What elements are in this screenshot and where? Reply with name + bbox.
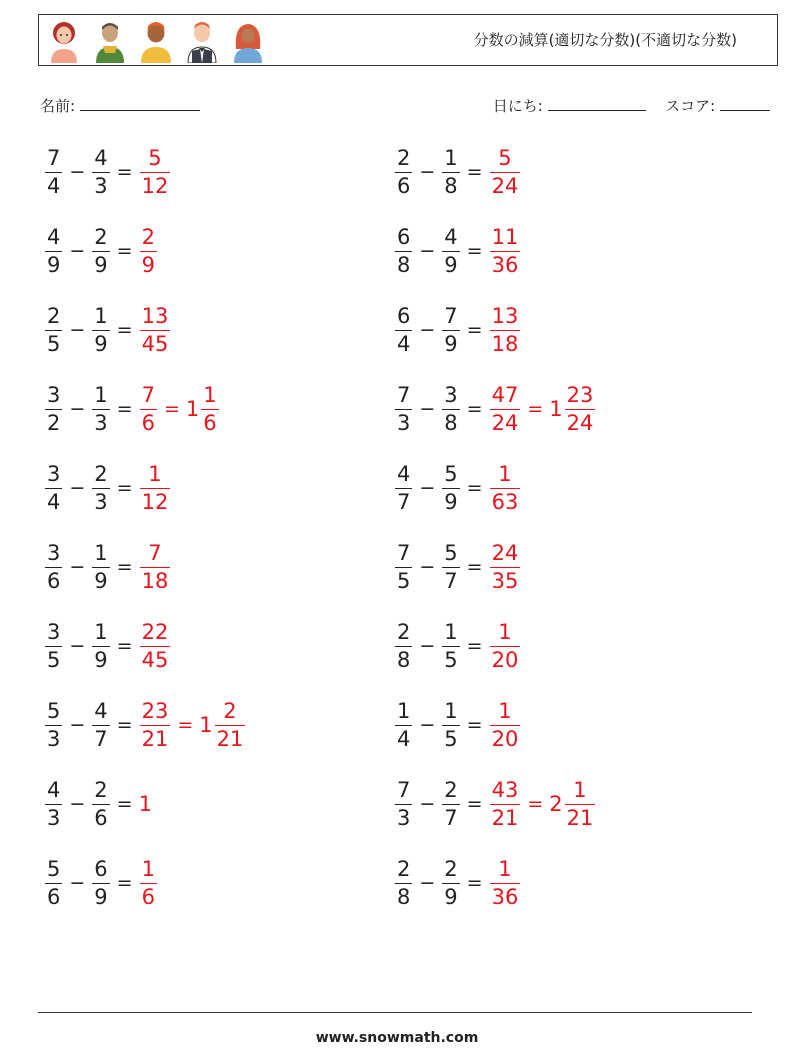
- subtrahend-fraction: [442, 856, 459, 909]
- minus-sign: −: [419, 793, 436, 815]
- minus-sign: −: [69, 556, 86, 578]
- minus-sign: −: [419, 872, 436, 894]
- answer-fraction: [490, 303, 521, 356]
- equals-sign: =: [116, 793, 133, 815]
- numerator: 1: [498, 619, 512, 644]
- numerator: 2: [94, 777, 108, 802]
- equals-sign: =: [466, 398, 483, 420]
- equals-sign: =: [466, 793, 483, 815]
- numerator: 5: [498, 145, 512, 170]
- mixed-fraction: [565, 777, 596, 830]
- numerator: 2: [444, 777, 458, 802]
- numerator: 2: [223, 698, 237, 723]
- numerator: 7: [148, 540, 162, 565]
- numerator: 1: [203, 382, 217, 407]
- denominator: 9: [94, 331, 108, 356]
- subtrahend-fraction: [92, 619, 109, 672]
- minuend-fraction: [395, 382, 412, 435]
- problem-item: [394, 298, 521, 362]
- denominator: 9: [94, 252, 108, 277]
- denominator: 7: [94, 726, 108, 751]
- equals-sign: =: [466, 635, 483, 657]
- denominator: 21: [216, 726, 244, 751]
- subtrahend-fraction: [92, 777, 109, 830]
- numerator: 3: [47, 382, 61, 407]
- denominator: 9: [94, 647, 108, 672]
- problem-item: [44, 693, 246, 757]
- numerator: 13: [491, 303, 519, 328]
- denominator: 7: [397, 489, 411, 514]
- numerator: 1: [141, 856, 155, 881]
- denominator: 5: [444, 726, 458, 751]
- denominator: 8: [444, 410, 458, 435]
- numerator: 2: [397, 145, 411, 170]
- minus-sign: −: [69, 398, 86, 420]
- problem-item: [44, 377, 220, 441]
- numerator: 1: [573, 777, 587, 802]
- denominator: 9: [94, 568, 108, 593]
- mixed-equals-sign: =: [527, 793, 544, 815]
- answer-fraction: [140, 698, 171, 751]
- denominator: 8: [397, 252, 411, 277]
- date-label: 日にち:: [492, 97, 543, 115]
- denominator: 7: [444, 805, 458, 830]
- numerator: 7: [47, 145, 61, 170]
- denominator: 3: [397, 805, 411, 830]
- equals-sign: =: [466, 477, 483, 499]
- minuend-fraction: [45, 698, 62, 751]
- minus-sign: −: [69, 161, 86, 183]
- subtrahend-fraction: [442, 382, 459, 435]
- denominator: 36: [491, 252, 519, 277]
- minuend-fraction: [45, 382, 62, 435]
- numerator: 1: [444, 619, 458, 644]
- denominator: 12: [141, 173, 169, 198]
- subtrahend-fraction: [92, 303, 109, 356]
- equals-sign: =: [466, 161, 483, 183]
- name-label: 名前:: [40, 97, 76, 115]
- minuend-fraction: [45, 145, 62, 198]
- denominator: 2: [47, 410, 61, 435]
- minuend-fraction: [395, 856, 412, 909]
- minuend-fraction: [45, 856, 62, 909]
- denominator: 4: [397, 331, 411, 356]
- mixed-whole: 1: [199, 713, 213, 737]
- denominator: 4: [47, 489, 61, 514]
- worksheet-title: 分数の減算(適切な分数)(不適切な分数): [473, 31, 737, 49]
- answer-fraction: [490, 698, 521, 751]
- numerator: 47: [491, 382, 519, 407]
- numerator: 4: [47, 777, 61, 802]
- answer-fraction: [490, 856, 521, 909]
- answer-fraction: [490, 540, 521, 593]
- problem-item: [44, 140, 171, 204]
- minus-sign: −: [69, 635, 86, 657]
- numerator: 1: [94, 540, 108, 565]
- numerator: 2: [444, 856, 458, 881]
- answer-fraction: [140, 619, 171, 672]
- denominator: 24: [491, 410, 519, 435]
- denominator: 3: [94, 173, 108, 198]
- numerator: 24: [491, 540, 519, 565]
- problem-item: [44, 456, 171, 520]
- subtrahend-fraction: [92, 382, 109, 435]
- numerator: 1: [498, 698, 512, 723]
- problem-item: [394, 535, 521, 599]
- answer-whole: 1: [138, 792, 152, 816]
- numerator: 1: [94, 619, 108, 644]
- answer-fraction: [140, 382, 157, 435]
- problem-item: [394, 693, 521, 757]
- denominator: 9: [141, 252, 155, 277]
- numerator: 1: [498, 461, 512, 486]
- denominator: 6: [47, 884, 61, 909]
- equals-sign: =: [116, 240, 133, 262]
- mixed-equals-sign: =: [163, 398, 180, 420]
- numerator: 1: [498, 856, 512, 881]
- denominator: 9: [94, 884, 108, 909]
- footer-url: www.snowmath.com: [315, 1030, 479, 1046]
- problem-item: [44, 298, 171, 362]
- problem-item: [44, 851, 158, 915]
- equals-sign: =: [116, 872, 133, 894]
- minuend-fraction: [395, 540, 412, 593]
- numerator: 7: [444, 303, 458, 328]
- numerator: 6: [94, 856, 108, 881]
- minus-sign: −: [69, 319, 86, 341]
- denominator: 18: [491, 331, 519, 356]
- denominator: 9: [444, 331, 458, 356]
- denominator: 3: [94, 489, 108, 514]
- denominator: 5: [47, 647, 61, 672]
- denominator: 20: [491, 647, 519, 672]
- problem-item: [44, 614, 171, 678]
- denominator: 24: [566, 410, 594, 435]
- denominator: 21: [566, 805, 594, 830]
- denominator: 24: [491, 173, 519, 198]
- minuend-fraction: [45, 777, 62, 830]
- numerator: 4: [94, 698, 108, 723]
- minus-sign: −: [419, 398, 436, 420]
- denominator: 3: [47, 805, 61, 830]
- denominator: 35: [491, 568, 519, 593]
- numerator: 7: [397, 382, 411, 407]
- mixed-whole: 2: [549, 792, 563, 816]
- minuend-fraction: [45, 540, 62, 593]
- equals-sign: =: [116, 714, 133, 736]
- numerator: 2: [397, 619, 411, 644]
- denominator: 3: [47, 726, 61, 751]
- denominator: 20: [491, 726, 519, 751]
- numerator: 2: [94, 461, 108, 486]
- denominator: 4: [47, 173, 61, 198]
- numerator: 4: [397, 461, 411, 486]
- subtrahend-fraction: [92, 698, 109, 751]
- subtrahend-fraction: [442, 461, 459, 514]
- numerator: 1: [397, 698, 411, 723]
- denominator: 9: [47, 252, 61, 277]
- denominator: 7: [444, 568, 458, 593]
- equals-sign: =: [116, 161, 133, 183]
- numerator: 2: [94, 224, 108, 249]
- denominator: 6: [203, 410, 217, 435]
- mixed-equals-sign: =: [177, 714, 194, 736]
- subtrahend-fraction: [92, 145, 109, 198]
- subtrahend-fraction: [92, 856, 109, 909]
- numerator: 4: [444, 224, 458, 249]
- numerator: 1: [444, 698, 458, 723]
- answer-fraction: [140, 856, 157, 909]
- subtrahend-fraction: [92, 461, 109, 514]
- equals-sign: =: [466, 872, 483, 894]
- minuend-fraction: [395, 698, 412, 751]
- subtrahend-fraction: [92, 224, 109, 277]
- minus-sign: −: [69, 714, 86, 736]
- numerator: 11: [491, 224, 519, 249]
- minus-sign: −: [419, 556, 436, 578]
- problem-item: [394, 851, 521, 915]
- minuend-fraction: [45, 224, 62, 277]
- denominator: 5: [47, 331, 61, 356]
- problem-item: [44, 535, 171, 599]
- equals-sign: =: [116, 319, 133, 341]
- minuend-fraction: [395, 303, 412, 356]
- numerator: 5: [444, 540, 458, 565]
- denominator: 5: [444, 647, 458, 672]
- numerator: 1: [94, 382, 108, 407]
- numerator: 4: [94, 145, 108, 170]
- denominator: 8: [397, 647, 411, 672]
- subtrahend-fraction: [442, 145, 459, 198]
- denominator: 45: [141, 647, 169, 672]
- numerator: 4: [47, 224, 61, 249]
- subtrahend-fraction: [442, 303, 459, 356]
- equals-sign: =: [116, 556, 133, 578]
- mixed-whole: 1: [549, 397, 563, 421]
- minuend-fraction: [395, 619, 412, 672]
- denominator: 9: [444, 489, 458, 514]
- subtrahend-fraction: [442, 540, 459, 593]
- problem-item: [394, 377, 596, 441]
- minuend-fraction: [45, 303, 62, 356]
- problem-item: [394, 614, 521, 678]
- answer-fraction: [490, 145, 521, 198]
- minuend-fraction: [45, 619, 62, 672]
- subtrahend-fraction: [442, 224, 459, 277]
- numerator: 5: [47, 698, 61, 723]
- numerator: 1: [444, 145, 458, 170]
- numerator: 3: [47, 461, 61, 486]
- mixed-fraction: [215, 698, 246, 751]
- numerator: 13: [141, 303, 169, 328]
- numerator: 3: [444, 382, 458, 407]
- denominator: 3: [397, 410, 411, 435]
- numerator: 2: [397, 856, 411, 881]
- numerator: 5: [47, 856, 61, 881]
- mixed-equals-sign: =: [527, 398, 544, 420]
- minus-sign: −: [419, 240, 436, 262]
- subtrahend-fraction: [442, 698, 459, 751]
- minus-sign: −: [419, 714, 436, 736]
- numerator: 2: [47, 303, 61, 328]
- numerator: 6: [397, 224, 411, 249]
- answer-fraction: [140, 303, 171, 356]
- equals-sign: =: [116, 398, 133, 420]
- numerator: 3: [47, 540, 61, 565]
- score-label: スコア:: [665, 97, 716, 115]
- numerator: 7: [397, 777, 411, 802]
- numerator: 7: [397, 540, 411, 565]
- minus-sign: −: [69, 477, 86, 499]
- denominator: 18: [141, 568, 169, 593]
- problem-item: [394, 772, 596, 836]
- minus-sign: −: [69, 793, 86, 815]
- answer-fraction: [490, 619, 521, 672]
- numerator: 5: [148, 145, 162, 170]
- answer-fraction: [490, 224, 521, 277]
- equals-sign: =: [466, 319, 483, 341]
- problem-item: [394, 219, 521, 283]
- subtrahend-fraction: [442, 777, 459, 830]
- answer-fraction: [140, 461, 171, 514]
- equals-sign: =: [466, 714, 483, 736]
- minus-sign: −: [419, 477, 436, 499]
- minus-sign: −: [69, 240, 86, 262]
- minuend-fraction: [45, 461, 62, 514]
- equals-sign: =: [116, 477, 133, 499]
- minuend-fraction: [395, 461, 412, 514]
- numerator: 22: [141, 619, 169, 644]
- numerator: 2: [141, 224, 155, 249]
- denominator: 6: [141, 884, 155, 909]
- denominator: 21: [491, 805, 519, 830]
- subtrahend-fraction: [442, 619, 459, 672]
- minuend-fraction: [395, 224, 412, 277]
- answer-fraction: [140, 540, 171, 593]
- minus-sign: −: [419, 319, 436, 341]
- equals-sign: =: [116, 635, 133, 657]
- numerator: 1: [94, 303, 108, 328]
- answer-fraction: [490, 382, 521, 435]
- equals-sign: =: [466, 240, 483, 262]
- problem-item: [394, 456, 521, 520]
- answer-fraction: [490, 777, 521, 830]
- mixed-whole: 1: [185, 397, 200, 421]
- denominator: 36: [491, 884, 519, 909]
- subtrahend-fraction: [92, 540, 109, 593]
- minus-sign: −: [69, 872, 86, 894]
- numerator: 1: [148, 461, 162, 486]
- numerator: 23: [141, 698, 169, 723]
- problem-item: [44, 772, 152, 836]
- denominator: 6: [94, 805, 108, 830]
- denominator: 8: [444, 173, 458, 198]
- problem-item: [44, 219, 158, 283]
- answer-fraction: [490, 461, 521, 514]
- numerator: 3: [47, 619, 61, 644]
- mixed-fraction: [565, 382, 596, 435]
- denominator: 12: [141, 489, 169, 514]
- denominator: 21: [141, 726, 169, 751]
- minuend-fraction: [395, 777, 412, 830]
- answer-fraction: [140, 145, 171, 198]
- minuend-fraction: [395, 145, 412, 198]
- denominator: 5: [397, 568, 411, 593]
- minus-sign: −: [419, 161, 436, 183]
- denominator: 4: [397, 726, 411, 751]
- answer-fraction: [140, 224, 157, 277]
- mixed-fraction: [201, 382, 218, 435]
- numerator: 7: [141, 382, 155, 407]
- numerator: 5: [444, 461, 458, 486]
- numerator: 23: [566, 382, 594, 407]
- equals-sign: =: [466, 556, 483, 578]
- denominator: 9: [444, 884, 458, 909]
- denominator: 6: [141, 410, 155, 435]
- denominator: 63: [491, 489, 519, 514]
- denominator: 8: [397, 884, 411, 909]
- problem-item: [394, 140, 521, 204]
- denominator: 6: [397, 173, 411, 198]
- numerator: 43: [491, 777, 519, 802]
- denominator: 6: [47, 568, 61, 593]
- footer-divider: [38, 1012, 752, 1013]
- denominator: 45: [141, 331, 169, 356]
- denominator: 3: [94, 410, 108, 435]
- numerator: 6: [397, 303, 411, 328]
- denominator: 9: [444, 252, 458, 277]
- minus-sign: −: [419, 635, 436, 657]
